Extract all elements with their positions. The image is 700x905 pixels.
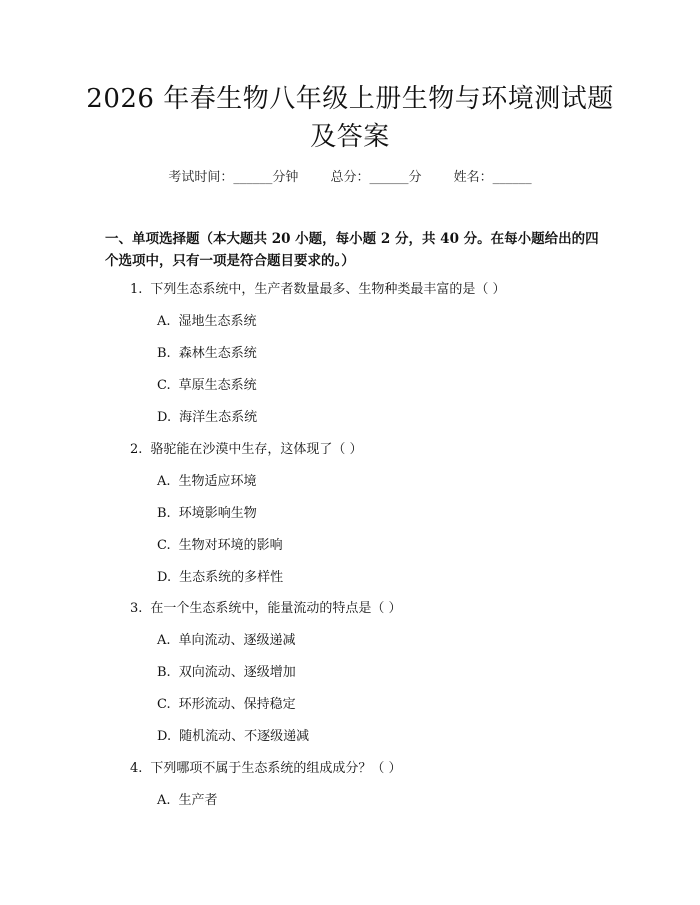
question-4 <box>130 760 402 778</box>
option-text: 单向流动、逐级递减 <box>178 633 296 648</box>
exam-time: 考试时间：______分钟 <box>168 170 299 185</box>
question-text: 在一个生态系统中，能量流动的特点是（ ） <box>150 601 402 616</box>
q3-option-c <box>157 696 296 714</box>
question-number: 2. <box>130 442 143 457</box>
option-text: 生态系统的多样性 <box>179 570 284 585</box>
section-heading-line-1: 一、单项选择题（本大题共 20 小题，每小题 2 分，共 40 分。在每小题给出的四 <box>105 231 599 247</box>
option-text: 环境影响生物 <box>178 506 257 521</box>
option-letter: B. <box>157 506 171 521</box>
option-letter: D. <box>157 570 172 585</box>
option-letter: A. <box>157 474 171 489</box>
option-letter: D. <box>157 410 172 425</box>
q2-option-c <box>157 537 283 555</box>
option-letter: B. <box>157 665 171 680</box>
student-name: 姓名：______ <box>453 170 532 185</box>
question-number: 4. <box>130 761 143 776</box>
question-text: 下列生态系统中，生产者数量最多、生物种类最丰富的是（ ） <box>150 282 506 297</box>
q1-option-b <box>157 345 257 363</box>
option-text: 湿地生态系统 <box>178 314 257 329</box>
option-text: 森林生态系统 <box>178 346 257 361</box>
option-text: 生产者 <box>178 793 218 808</box>
q1-option-d <box>157 409 257 427</box>
option-letter: C. <box>157 378 171 393</box>
option-letter: A. <box>157 793 171 808</box>
option-letter: B. <box>157 346 171 361</box>
option-text: 环形流动、保持稳定 <box>178 697 296 712</box>
q3-option-d <box>157 728 309 746</box>
q2-option-a <box>157 473 257 491</box>
section-heading-line-2: 个选项中，只有一项是符合题目要求的。） <box>105 253 355 269</box>
option-text: 草原生态系统 <box>178 378 257 393</box>
option-letter: C. <box>157 697 171 712</box>
option-text: 生物对环境的影响 <box>178 538 283 553</box>
question-1 <box>130 281 506 299</box>
q3-option-a <box>157 632 296 650</box>
q1-option-a <box>157 313 257 331</box>
section-heading <box>105 228 605 272</box>
option-letter: C. <box>157 538 171 553</box>
option-letter: A. <box>157 314 171 329</box>
option-letter: A. <box>157 633 171 648</box>
option-text: 随机流动、不逐级递减 <box>179 729 310 744</box>
q3-option-b <box>157 664 296 682</box>
title-line-2: 及答案 <box>310 122 390 152</box>
exam-meta <box>0 169 700 187</box>
question-number: 3. <box>130 601 143 616</box>
question-2 <box>130 441 363 459</box>
option-letter: D. <box>157 729 172 744</box>
option-text: 双向流动、逐级增加 <box>178 665 296 680</box>
question-text: 下列哪项不属于生态系统的组成成分？（ ） <box>150 761 402 776</box>
option-text: 海洋生态系统 <box>179 410 258 425</box>
q2-option-b <box>157 505 257 523</box>
question-text: 骆驼能在沙漠中生存，这体现了（ ） <box>150 442 363 457</box>
q1-option-c <box>157 377 257 395</box>
total-score: 总分：______分 <box>330 170 422 185</box>
page-title <box>60 80 640 156</box>
option-text: 生物适应环境 <box>178 474 257 489</box>
q2-option-d <box>157 569 283 587</box>
title-line-1: 2026 年春生物八年级上册生物与环境测试题 <box>86 84 614 114</box>
question-number: 1. <box>130 282 143 297</box>
q4-option-a <box>157 792 218 810</box>
question-3 <box>130 600 402 618</box>
